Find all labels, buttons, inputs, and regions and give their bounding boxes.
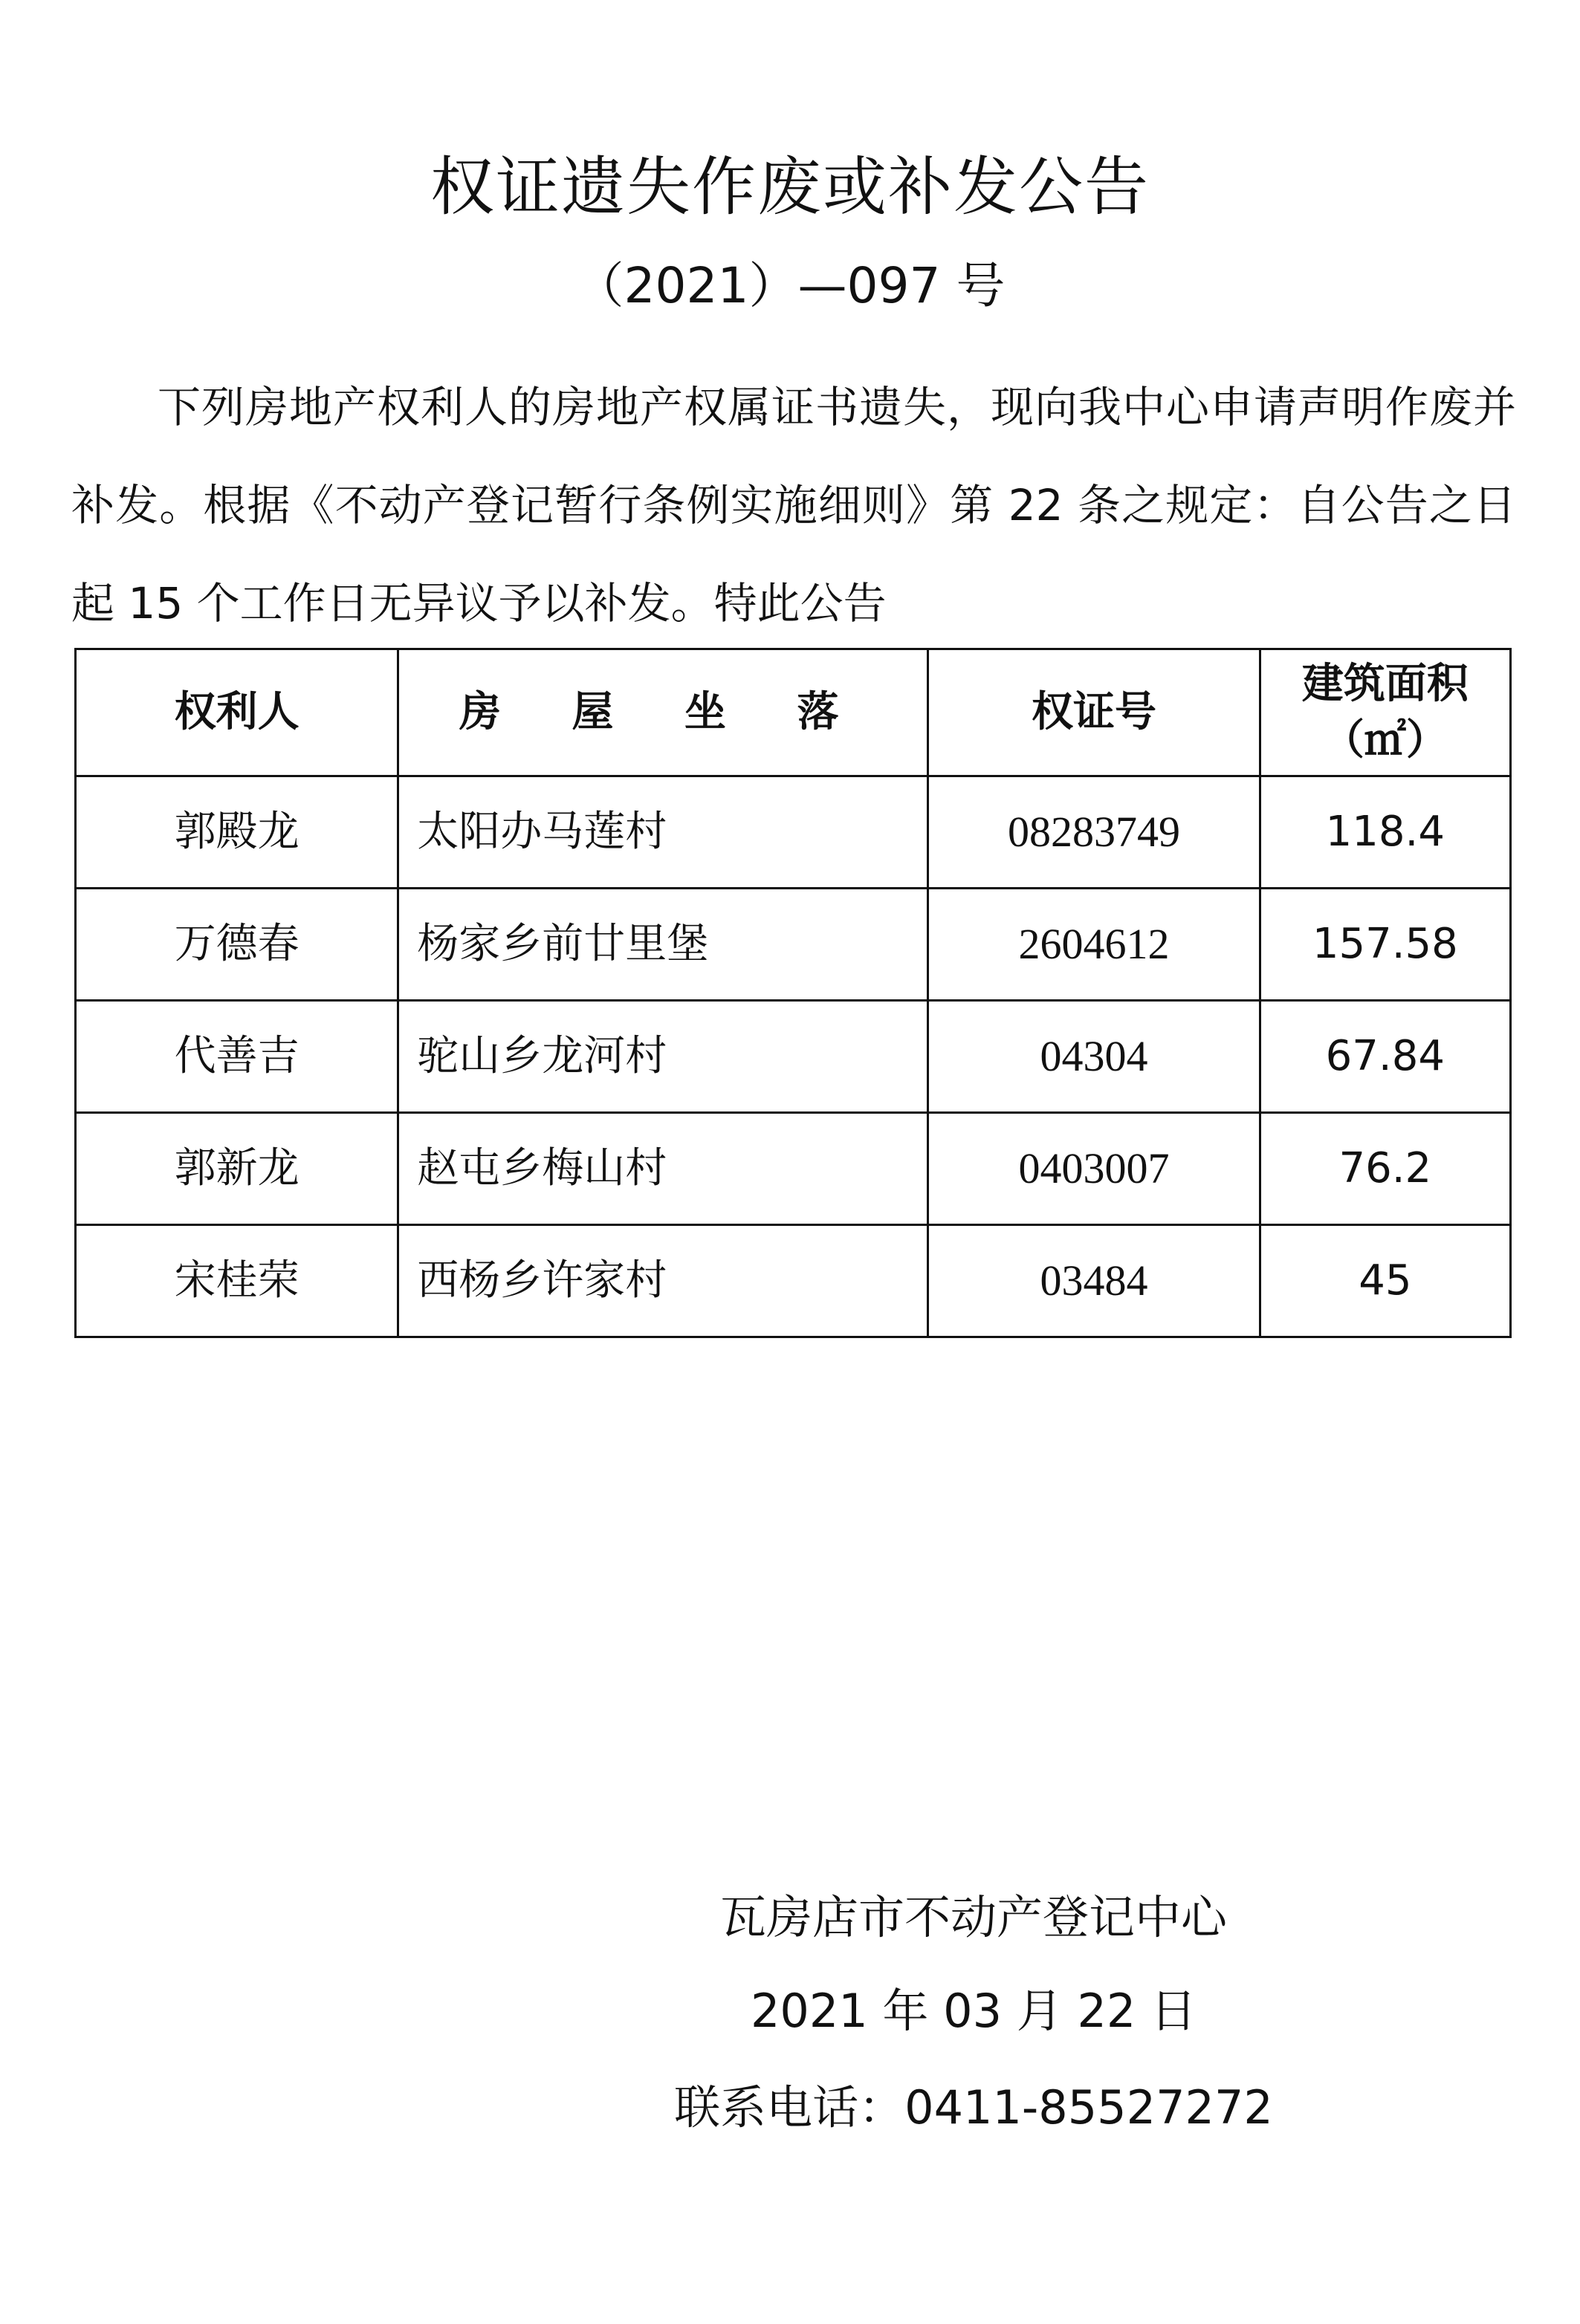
notice-title: 权证遗失作废或补发公告	[430, 150, 1150, 224]
row-area: 76.2	[1260, 1113, 1510, 1225]
issue-date: 2021 年 03 月 22 日	[750, 1984, 1197, 2038]
header-location: 房 屋 坐 落	[398, 649, 928, 776]
header-area-line1: 建筑面积	[1301, 660, 1469, 708]
document-number: （2021）—097 号	[574, 257, 1006, 314]
row-location: 驼山乡龙河村	[398, 1001, 928, 1113]
row-location: 西杨乡许家村	[398, 1225, 928, 1337]
row-location: 太阳办马莲村	[398, 776, 928, 889]
row-owner: 郭殿龙	[76, 776, 398, 889]
table-row	[76, 1001, 1511, 1113]
table-row	[76, 889, 1511, 1001]
row-cert-no: 2604612	[928, 889, 1260, 1001]
issuing-organization: 瓦房店市不动产登记中心	[719, 1890, 1227, 1944]
row-cert-no: 04304	[928, 1001, 1260, 1113]
header-area	[1260, 649, 1510, 776]
row-location: 杨家乡前廿里堡	[398, 889, 928, 1001]
table-row	[76, 1225, 1511, 1337]
row-owner: 宋桂荣	[76, 1225, 398, 1337]
row-owner: 郭新龙	[76, 1113, 398, 1225]
row-area: 118.4	[1260, 776, 1510, 889]
row-owner: 代善吉	[76, 1001, 398, 1113]
row-area: 157.58	[1260, 889, 1510, 1001]
row-owner: 万德春	[76, 889, 398, 1001]
row-cert-no: 08283749	[928, 776, 1260, 889]
notice-body-paragraph: 下列房地产权利人的房地产权属证书遗失，现向我中心申请声明作废并补发。根据《不动产登记暂行条例实施细则》第 22 条之规定：自公告之日起 15 个工作日无异议予以补发。特此公告	[71, 382, 1516, 629]
table-row	[76, 776, 1511, 889]
row-cert-no: 03484	[928, 1225, 1260, 1337]
table-row	[76, 1113, 1511, 1225]
header-owner: 权利人	[76, 649, 398, 776]
row-area: 67.84	[1260, 1001, 1510, 1113]
row-area: 45	[1260, 1225, 1510, 1337]
header-cert-no: 权证号	[928, 649, 1260, 776]
row-location: 赵屯乡梅山村	[398, 1113, 928, 1225]
lost-certificate-table	[74, 648, 1512, 1338]
table-header-row	[76, 649, 1511, 776]
row-cert-no: 0403007	[928, 1113, 1260, 1225]
contact-phone: 联系电话：0411-85527272	[674, 2080, 1273, 2135]
header-area-line2: （㎡）	[1322, 716, 1448, 765]
